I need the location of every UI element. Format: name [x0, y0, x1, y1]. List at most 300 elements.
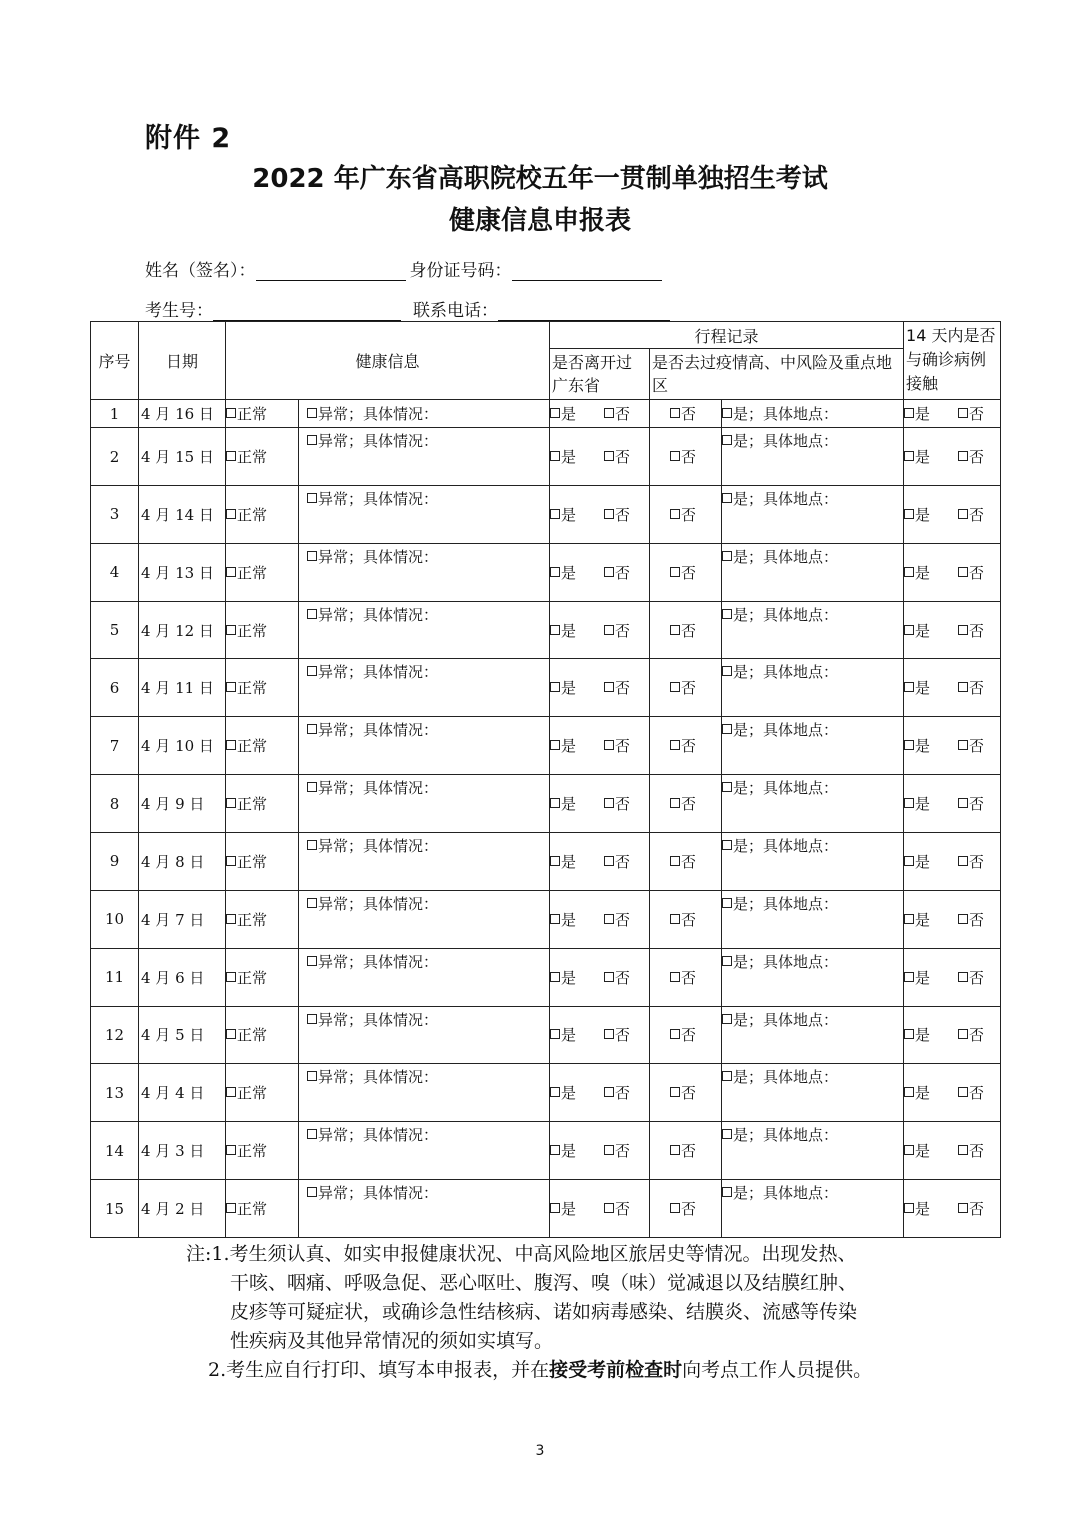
contact-yes-checkbox[interactable]: [904, 798, 914, 808]
normal-checkbox[interactable]: [226, 1145, 236, 1155]
left-guangdong-cell[interactable]: [550, 890, 650, 948]
id-label: 身份证号码：: [409, 261, 512, 281]
yes-label: 是: [915, 405, 931, 424]
risk-area-yes-checkbox[interactable]: [722, 435, 732, 445]
left-guangdong-cell[interactable]: [550, 428, 650, 486]
health-abnormal-cell[interactable]: [299, 400, 550, 428]
yes-label: 是: [561, 737, 577, 756]
health-normal-cell[interactable]: [226, 543, 299, 601]
row-date: 4 月 7 日: [139, 890, 226, 948]
abnormal-label: 异常；具体情况：: [318, 836, 439, 855]
risk-area-yes-checkbox[interactable]: [722, 666, 732, 676]
normal-checkbox[interactable]: [226, 625, 236, 635]
risk-area-no-checkbox[interactable]: [670, 798, 680, 808]
normal-checkbox[interactable]: [226, 914, 236, 924]
risk-area-yes-cell[interactable]: [722, 428, 904, 486]
yes-label: 是: [915, 563, 931, 582]
abnormal-label: 异常；具体情况：: [318, 605, 439, 624]
abnormal-label: 异常；具体情况：: [318, 663, 439, 682]
normal-label: 正常: [237, 621, 268, 640]
left-gd-no-checkbox[interactable]: [604, 451, 614, 461]
health-abnormal-cell[interactable]: [299, 1006, 550, 1064]
abnormal-checkbox[interactable]: [307, 956, 317, 966]
no-label: 否: [615, 1200, 631, 1219]
normal-checkbox[interactable]: [226, 1029, 236, 1039]
health-normal-cell[interactable]: [226, 775, 299, 833]
risk-area-no-checkbox[interactable]: [670, 1203, 680, 1213]
health-normal-cell[interactable]: [226, 717, 299, 775]
contact-yes-checkbox[interactable]: [904, 1203, 914, 1213]
contact-cell[interactable]: [904, 400, 1001, 428]
contact-yes-checkbox[interactable]: [904, 682, 914, 692]
contact-yes-checkbox[interactable]: [904, 740, 914, 750]
health-normal-cell[interactable]: [226, 485, 299, 543]
health-normal-cell[interactable]: [226, 1006, 299, 1064]
abnormal-label: 异常；具体情况：: [318, 489, 439, 508]
contact-no-checkbox[interactable]: [958, 740, 968, 750]
no-label: 否: [969, 852, 985, 871]
left-guangdong-cell[interactable]: [550, 1122, 650, 1180]
abnormal-checkbox[interactable]: [307, 666, 317, 676]
left-gd-no-checkbox[interactable]: [604, 567, 614, 577]
risk-area-no-checkbox[interactable]: [670, 1029, 680, 1039]
left-gd-yes-checkbox[interactable]: [550, 798, 560, 808]
health-abnormal-cell[interactable]: [299, 948, 550, 1006]
risk-area-no-cell[interactable]: [650, 948, 722, 1006]
risk-area-yes-cell[interactable]: [722, 400, 904, 428]
risk-area-no-checkbox[interactable]: [670, 1087, 680, 1097]
left-gd-yes-checkbox[interactable]: [550, 682, 560, 692]
row-number: 4: [91, 543, 139, 601]
health-abnormal-cell[interactable]: [299, 717, 550, 775]
note-1-line-2: 干咳、咽痛、呼吸急促、恶心呕吐、腹泻、嗅（味）觉减退以及结膜红肿、: [230, 1272, 858, 1294]
risk-area-yes-cell[interactable]: [722, 832, 904, 890]
contact-cell[interactable]: [904, 485, 1001, 543]
row-number: 13: [91, 1064, 139, 1122]
row-date: 4 月 13 日: [139, 543, 226, 601]
row-date: 4 月 15 日: [139, 428, 226, 486]
no-label: 否: [969, 795, 985, 814]
risk-area-no-cell[interactable]: [650, 485, 722, 543]
risk-area-yes-cell[interactable]: [722, 890, 904, 948]
risk-area-no-cell[interactable]: [650, 832, 722, 890]
contact-yes-checkbox[interactable]: [904, 1087, 914, 1097]
risk-area-yes-checkbox[interactable]: [722, 493, 732, 503]
left-gd-no-checkbox[interactable]: [604, 1203, 614, 1213]
place-label: 是；具体地点：: [733, 605, 839, 624]
contact-yes-checkbox[interactable]: [904, 1145, 914, 1155]
health-abnormal-cell[interactable]: [299, 428, 550, 486]
normal-label: 正常: [237, 448, 268, 466]
risk-area-no-cell[interactable]: [650, 1064, 722, 1122]
row-date: 4 月 11 日: [139, 659, 226, 717]
contact-no-checkbox[interactable]: [958, 1145, 968, 1155]
health-abnormal-cell[interactable]: [299, 1122, 550, 1180]
abnormal-label: 异常；具体情况：: [318, 779, 439, 798]
risk-area-no-checkbox[interactable]: [670, 567, 680, 577]
row-number: 5: [91, 601, 139, 659]
left-guangdong-cell[interactable]: [550, 1064, 650, 1122]
risk-area-yes-cell[interactable]: [722, 659, 904, 717]
left-guangdong-cell[interactable]: [550, 543, 650, 601]
contact-cell[interactable]: [904, 1006, 1001, 1064]
left-guangdong-cell[interactable]: [550, 775, 650, 833]
left-gd-yes-checkbox[interactable]: [550, 567, 560, 577]
row-date: 4 月 10 日: [139, 717, 226, 775]
risk-area-no-checkbox[interactable]: [670, 972, 680, 982]
contact-no-checkbox[interactable]: [958, 856, 968, 866]
exam-no-input-line[interactable]: [213, 302, 401, 321]
left-gd-yes-checkbox[interactable]: [550, 972, 560, 982]
contact-no-checkbox[interactable]: [958, 509, 968, 519]
left-guangdong-cell[interactable]: [550, 659, 650, 717]
left-gd-no-checkbox[interactable]: [604, 914, 614, 924]
contact-no-checkbox[interactable]: [958, 408, 968, 418]
risk-area-no-checkbox[interactable]: [670, 740, 680, 750]
contact-cell[interactable]: [904, 543, 1001, 601]
abnormal-checkbox[interactable]: [307, 782, 317, 792]
contact-cell[interactable]: [904, 775, 1001, 833]
left-gd-yes-checkbox[interactable]: [550, 1029, 560, 1039]
risk-area-no-checkbox[interactable]: [670, 625, 680, 635]
left-guangdong-cell[interactable]: [550, 717, 650, 775]
left-gd-yes-checkbox[interactable]: [550, 625, 560, 635]
no-label: 否: [615, 448, 631, 466]
contact-yes-checkbox[interactable]: [904, 856, 914, 866]
contact-yes-checkbox[interactable]: [904, 1029, 914, 1039]
risk-area-no-cell[interactable]: [650, 400, 722, 428]
contact-no-checkbox[interactable]: [958, 798, 968, 808]
contact-yes-checkbox[interactable]: [904, 914, 914, 924]
risk-area-no-cell[interactable]: [650, 428, 722, 486]
contact-yes-checkbox[interactable]: [904, 972, 914, 982]
left-gd-yes-checkbox[interactable]: [550, 451, 560, 461]
risk-area-no-checkbox[interactable]: [670, 856, 680, 866]
abnormal-checkbox[interactable]: [307, 898, 317, 908]
place-label: 是；具体地点：: [733, 663, 839, 682]
left-gd-no-checkbox[interactable]: [604, 1029, 614, 1039]
yes-label: 是: [915, 737, 931, 756]
risk-area-no-checkbox[interactable]: [670, 408, 680, 418]
normal-label: 正常: [237, 968, 268, 987]
contact-cell[interactable]: [904, 659, 1001, 717]
risk-area-yes-checkbox[interactable]: [722, 408, 732, 418]
left-gd-yes-checkbox[interactable]: [550, 509, 560, 519]
health-normal-cell[interactable]: [226, 659, 299, 717]
left-guangdong-cell[interactable]: [550, 1180, 650, 1238]
normal-checkbox[interactable]: [226, 856, 236, 866]
risk-area-no-cell[interactable]: [650, 601, 722, 659]
note-1-line-3: 皮疹等可疑症状，或确诊急性结核病、诺如病毒感染、结膜炎、流感等传染: [230, 1301, 858, 1323]
normal-checkbox[interactable]: [226, 682, 236, 692]
risk-area-yes-checkbox[interactable]: [722, 956, 732, 966]
header-no: 序号: [91, 322, 139, 400]
normal-checkbox[interactable]: [226, 1203, 236, 1213]
contact-cell[interactable]: [904, 1064, 1001, 1122]
yes-label: 是: [915, 1084, 931, 1103]
health-normal-cell[interactable]: [226, 1180, 299, 1238]
health-abnormal-cell[interactable]: [299, 543, 550, 601]
normal-label: 正常: [237, 1200, 268, 1219]
left-guangdong-cell[interactable]: [550, 485, 650, 543]
risk-area-no-cell[interactable]: [650, 659, 722, 717]
contact-yes-checkbox[interactable]: [904, 625, 914, 635]
page-number: 3: [535, 1443, 545, 1459]
risk-area-yes-cell[interactable]: [722, 543, 904, 601]
header-left-guangdong: 是否离开过广东省: [550, 349, 650, 400]
normal-checkbox[interactable]: [226, 740, 236, 750]
risk-area-yes-cell[interactable]: [722, 948, 904, 1006]
abnormal-checkbox[interactable]: [307, 840, 317, 850]
risk-area-yes-cell[interactable]: [722, 1064, 904, 1122]
no-label: 否: [681, 621, 697, 640]
risk-area-no-cell[interactable]: [650, 890, 722, 948]
row-number: 10: [91, 890, 139, 948]
abnormal-checkbox[interactable]: [307, 493, 317, 503]
contact-no-checkbox[interactable]: [958, 1029, 968, 1039]
contact-yes-checkbox[interactable]: [904, 567, 914, 577]
no-label: 否: [681, 448, 697, 466]
abnormal-checkbox[interactable]: [307, 724, 317, 734]
notes: [186, 1240, 966, 1385]
risk-area-yes-checkbox[interactable]: [722, 782, 732, 792]
left-gd-yes-checkbox[interactable]: [550, 740, 560, 750]
health-abnormal-cell[interactable]: [299, 832, 550, 890]
left-gd-no-checkbox[interactable]: [604, 682, 614, 692]
health-abnormal-cell[interactable]: [299, 659, 550, 717]
contact-cell[interactable]: [904, 717, 1001, 775]
risk-area-no-checkbox[interactable]: [670, 682, 680, 692]
left-gd-no-checkbox[interactable]: [604, 509, 614, 519]
left-gd-yes-checkbox[interactable]: [550, 1203, 560, 1213]
left-gd-no-checkbox[interactable]: [604, 740, 614, 750]
risk-area-yes-cell[interactable]: [722, 601, 904, 659]
risk-area-no-checkbox[interactable]: [670, 451, 680, 461]
risk-area-no-checkbox[interactable]: [670, 914, 680, 924]
risk-area-yes-checkbox[interactable]: [722, 1129, 732, 1139]
health-abnormal-cell[interactable]: [299, 890, 550, 948]
header-risk-area: 是否去过疫情高、中风险及重点地区: [650, 349, 904, 400]
contact-cell[interactable]: [904, 948, 1001, 1006]
phone-input-line[interactable]: [498, 302, 670, 321]
id-input-line[interactable]: [512, 262, 662, 281]
left-gd-no-checkbox[interactable]: [604, 972, 614, 982]
left-gd-no-checkbox[interactable]: [604, 1087, 614, 1097]
no-label: 否: [615, 795, 631, 814]
form-title: 2022 年广东省高职院校五年一贯制单独招生考试: [252, 164, 828, 194]
abnormal-checkbox[interactable]: [307, 1129, 317, 1139]
risk-area-yes-cell[interactable]: [722, 775, 904, 833]
risk-area-no-checkbox[interactable]: [670, 509, 680, 519]
contact-cell[interactable]: [904, 1180, 1001, 1238]
risk-area-no-cell[interactable]: [650, 1006, 722, 1064]
abnormal-label: 异常；具体情况：: [318, 952, 439, 971]
phone-label: 联系电话：: [413, 301, 498, 321]
risk-area-no-cell[interactable]: [650, 543, 722, 601]
normal-checkbox[interactable]: [226, 509, 236, 519]
no-label: 否: [969, 405, 985, 424]
normal-checkbox[interactable]: [226, 567, 236, 577]
health-normal-cell[interactable]: [226, 601, 299, 659]
contact-cell[interactable]: [904, 832, 1001, 890]
yes-label: 是: [561, 1026, 577, 1045]
yes-label: 是: [561, 505, 577, 524]
risk-area-no-cell[interactable]: [650, 775, 722, 833]
contact-no-checkbox[interactable]: [958, 972, 968, 982]
normal-checkbox[interactable]: [226, 451, 236, 461]
contact-yes-checkbox[interactable]: [904, 451, 914, 461]
left-gd-no-checkbox[interactable]: [604, 408, 614, 418]
no-label: 否: [681, 1026, 697, 1045]
risk-area-yes-checkbox[interactable]: [722, 724, 732, 734]
place-label: 是；具体地点：: [733, 547, 839, 566]
contact-no-checkbox[interactable]: [958, 451, 968, 461]
left-gd-yes-checkbox[interactable]: [550, 1145, 560, 1155]
left-guangdong-cell[interactable]: [550, 400, 650, 428]
yes-label: 是: [561, 852, 577, 871]
row-date: 4 月 6 日: [139, 948, 226, 1006]
left-gd-no-checkbox[interactable]: [604, 625, 614, 635]
name-input-line[interactable]: [256, 262, 406, 281]
risk-area-yes-cell[interactable]: [722, 1006, 904, 1064]
health-abnormal-cell[interactable]: [299, 775, 550, 833]
risk-area-yes-cell[interactable]: [722, 1122, 904, 1180]
left-guangdong-cell[interactable]: [550, 832, 650, 890]
table-row: [91, 717, 1001, 775]
health-abnormal-cell[interactable]: [299, 485, 550, 543]
abnormal-label: 异常；具体情况：: [318, 1126, 439, 1145]
row-number: 11: [91, 948, 139, 1006]
risk-area-yes-checkbox[interactable]: [722, 609, 732, 619]
abnormal-label: 异常；具体情况：: [318, 894, 439, 913]
health-normal-cell[interactable]: [226, 428, 299, 486]
normal-checkbox[interactable]: [226, 972, 236, 982]
health-abnormal-cell[interactable]: [299, 601, 550, 659]
contact-yes-checkbox[interactable]: [904, 509, 914, 519]
left-gd-no-checkbox[interactable]: [604, 1145, 614, 1155]
yes-label: 是: [915, 910, 931, 929]
left-gd-no-checkbox[interactable]: [604, 798, 614, 808]
health-normal-cell[interactable]: [226, 400, 299, 428]
no-label: 否: [969, 968, 985, 987]
no-label: 否: [969, 1200, 985, 1219]
note-1-line-4: 性疾病及其他异常情况的须如实填写。: [230, 1330, 554, 1352]
abnormal-checkbox[interactable]: [307, 1187, 317, 1197]
contact-no-checkbox[interactable]: [958, 625, 968, 635]
abnormal-checkbox[interactable]: [307, 408, 317, 418]
place-label: 是；具体地点：: [733, 432, 839, 451]
yes-label: 是: [915, 505, 931, 524]
header-trip: 行程记录: [550, 322, 904, 349]
table-row: [91, 775, 1001, 833]
risk-area-no-cell[interactable]: [650, 717, 722, 775]
table-body: [91, 400, 1001, 1238]
no-label: 否: [969, 910, 985, 929]
normal-label: 正常: [237, 563, 268, 582]
risk-area-yes-checkbox[interactable]: [722, 898, 732, 908]
risk-area-yes-checkbox[interactable]: [722, 840, 732, 850]
place-label: 是；具体地点：: [733, 1126, 839, 1145]
risk-area-no-checkbox[interactable]: [670, 1145, 680, 1155]
no-label: 否: [681, 968, 697, 987]
normal-label: 正常: [237, 679, 268, 698]
abnormal-checkbox[interactable]: [307, 609, 317, 619]
health-abnormal-cell[interactable]: [299, 1180, 550, 1238]
health-normal-cell[interactable]: [226, 832, 299, 890]
normal-label: 正常: [237, 795, 268, 814]
risk-area-yes-cell[interactable]: [722, 717, 904, 775]
risk-area-no-cell[interactable]: [650, 1122, 722, 1180]
health-normal-cell[interactable]: [226, 948, 299, 1006]
table-row: [91, 832, 1001, 890]
left-guangdong-cell[interactable]: [550, 948, 650, 1006]
no-label: 否: [615, 1084, 631, 1103]
row-date: 4 月 16 日: [139, 400, 226, 428]
table-row: [91, 1180, 1001, 1238]
left-gd-yes-checkbox[interactable]: [550, 408, 560, 418]
health-normal-cell[interactable]: [226, 890, 299, 948]
risk-area-yes-checkbox[interactable]: [722, 1187, 732, 1197]
left-guangdong-cell[interactable]: [550, 601, 650, 659]
left-gd-yes-checkbox[interactable]: [550, 914, 560, 924]
health-normal-cell[interactable]: [226, 1064, 299, 1122]
risk-area-no-cell[interactable]: [650, 1180, 722, 1238]
abnormal-checkbox[interactable]: [307, 551, 317, 561]
normal-checkbox[interactable]: [226, 408, 236, 418]
health-normal-cell[interactable]: [226, 1122, 299, 1180]
left-gd-yes-checkbox[interactable]: [550, 1087, 560, 1097]
health-abnormal-cell[interactable]: [299, 1064, 550, 1122]
contact-cell[interactable]: [904, 1122, 1001, 1180]
row-number: 14: [91, 1122, 139, 1180]
abnormal-checkbox[interactable]: [307, 1071, 317, 1081]
abnormal-label: 异常；具体情况：: [318, 1010, 439, 1029]
no-label: 否: [615, 679, 631, 698]
left-gd-no-checkbox[interactable]: [604, 856, 614, 866]
yes-label: 是: [561, 563, 577, 582]
yes-label: 是: [561, 1200, 577, 1219]
risk-area-yes-checkbox[interactable]: [722, 551, 732, 561]
contact-no-checkbox[interactable]: [958, 1087, 968, 1097]
yes-label: 是: [561, 910, 577, 929]
risk-area-yes-cell[interactable]: [722, 485, 904, 543]
left-gd-yes-checkbox[interactable]: [550, 856, 560, 866]
table-row: [91, 428, 1001, 486]
risk-area-yes-checkbox[interactable]: [722, 1071, 732, 1081]
risk-area-yes-checkbox[interactable]: [722, 1014, 732, 1024]
contact-no-checkbox[interactable]: [958, 1203, 968, 1213]
contact-no-checkbox[interactable]: [958, 567, 968, 577]
contact-cell[interactable]: [904, 601, 1001, 659]
abnormal-checkbox[interactable]: [307, 1014, 317, 1024]
contact-no-checkbox[interactable]: [958, 682, 968, 692]
row-number: 8: [91, 775, 139, 833]
normal-checkbox[interactable]: [226, 1087, 236, 1097]
left-guangdong-cell[interactable]: [550, 1006, 650, 1064]
no-label: 否: [681, 1142, 697, 1161]
normal-label: 正常: [237, 505, 268, 524]
abnormal-checkbox[interactable]: [307, 435, 317, 445]
contact-cell[interactable]: [904, 890, 1001, 948]
no-label: 否: [615, 621, 631, 640]
contact-yes-checkbox[interactable]: [904, 408, 914, 418]
risk-area-yes-cell[interactable]: [722, 1180, 904, 1238]
normal-checkbox[interactable]: [226, 798, 236, 808]
contact-no-checkbox[interactable]: [958, 914, 968, 924]
row-number: 6: [91, 659, 139, 717]
table-row: [91, 543, 1001, 601]
contact-cell[interactable]: [904, 428, 1001, 486]
